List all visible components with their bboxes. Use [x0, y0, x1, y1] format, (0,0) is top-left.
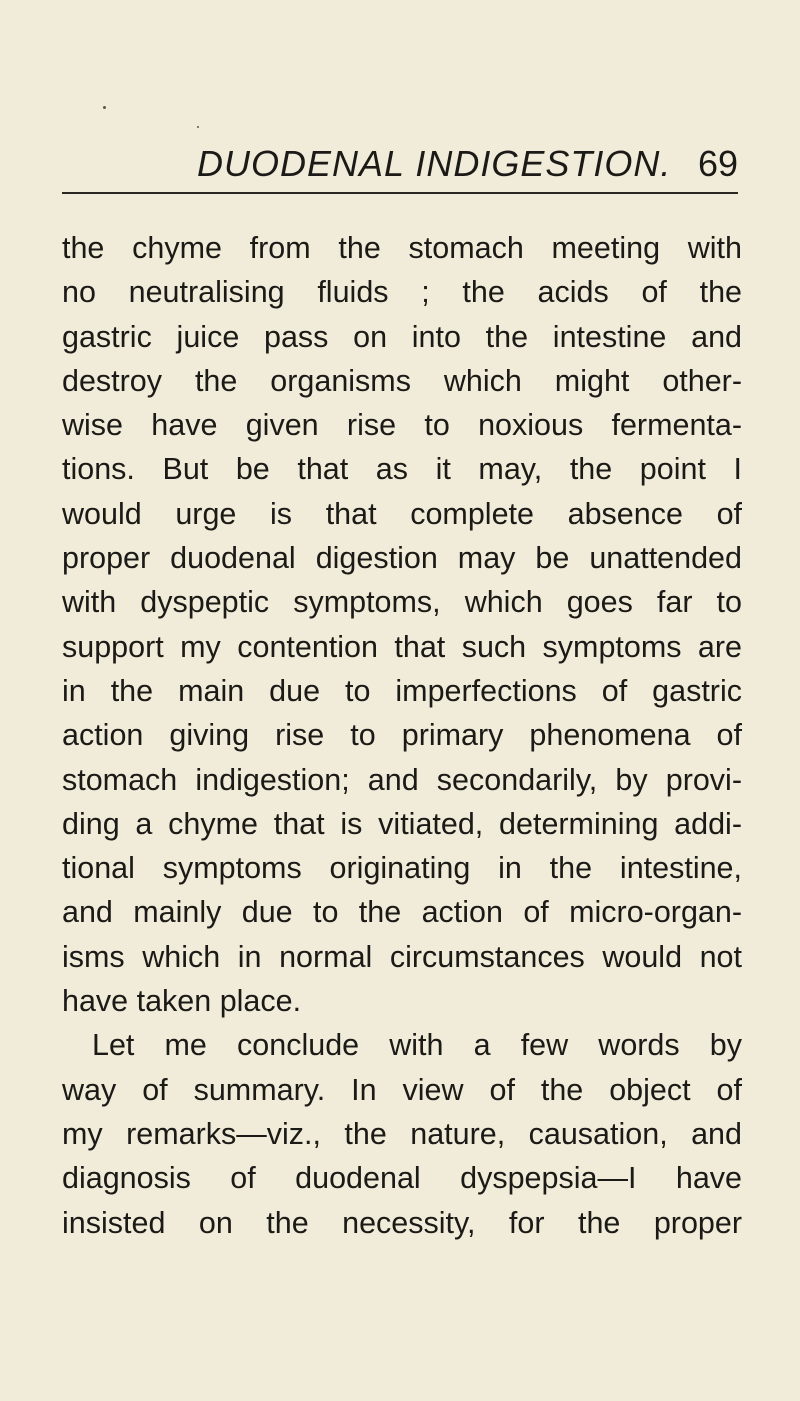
paper-speck	[103, 106, 106, 109]
text-line: way of summary. In view of the object of	[62, 1072, 742, 1107]
text-line: wise have given rise to noxious fermenta-	[62, 408, 742, 443]
text-line: would urge is that complete absence of	[62, 496, 742, 531]
text-line: with dyspeptic symptoms, which goes far to	[62, 585, 742, 620]
text-line: no neutralising fluids ; the acids of the	[62, 275, 742, 310]
text-line: insisted on the necessity, for the proper	[62, 1205, 742, 1240]
paragraph-start-line: Let me conclude with a few words by	[92, 1028, 742, 1063]
text-line: and mainly due to the action of micro-organ-	[62, 895, 742, 930]
text-line: action giving rise to primary phenomena of	[62, 718, 742, 753]
text-line: tions. But be that as it may, the point I	[62, 452, 742, 487]
body-text	[62, 226, 742, 1245]
running-title: DUODENAL INDIGESTION.	[197, 143, 672, 184]
text-line: in the main due to imperfections of gastric	[62, 673, 742, 708]
page-number: 69	[697, 143, 738, 184]
paragraph-end-line: have taken place.	[62, 984, 302, 1019]
text-line: support my contention that such symptoms are	[62, 629, 742, 664]
text-line: the chyme from the stomach meeting with	[62, 231, 742, 265]
header-rule	[62, 192, 738, 194]
text-line: my remarks—viz., the nature, causation, and	[62, 1116, 742, 1151]
text-line: ding a chyme that is vitiated, determining addi-	[62, 806, 742, 841]
text-line: diagnosis of duodenal dyspepsia—I have	[62, 1161, 742, 1196]
text-line: destroy the organisms which might other-	[62, 363, 742, 398]
text-line: isms which in normal circumstances would not	[62, 939, 742, 974]
text-line: proper duodenal digestion may be unattended	[62, 541, 742, 576]
text-line: gastric juice pass on into the intestine and	[62, 319, 742, 354]
running-head	[62, 144, 742, 194]
text-line: tional symptoms originating in the intestine,	[62, 851, 742, 886]
text-line: stomach indigestion; and secondarily, by provi-	[62, 762, 742, 797]
paper-speck	[197, 126, 199, 128]
